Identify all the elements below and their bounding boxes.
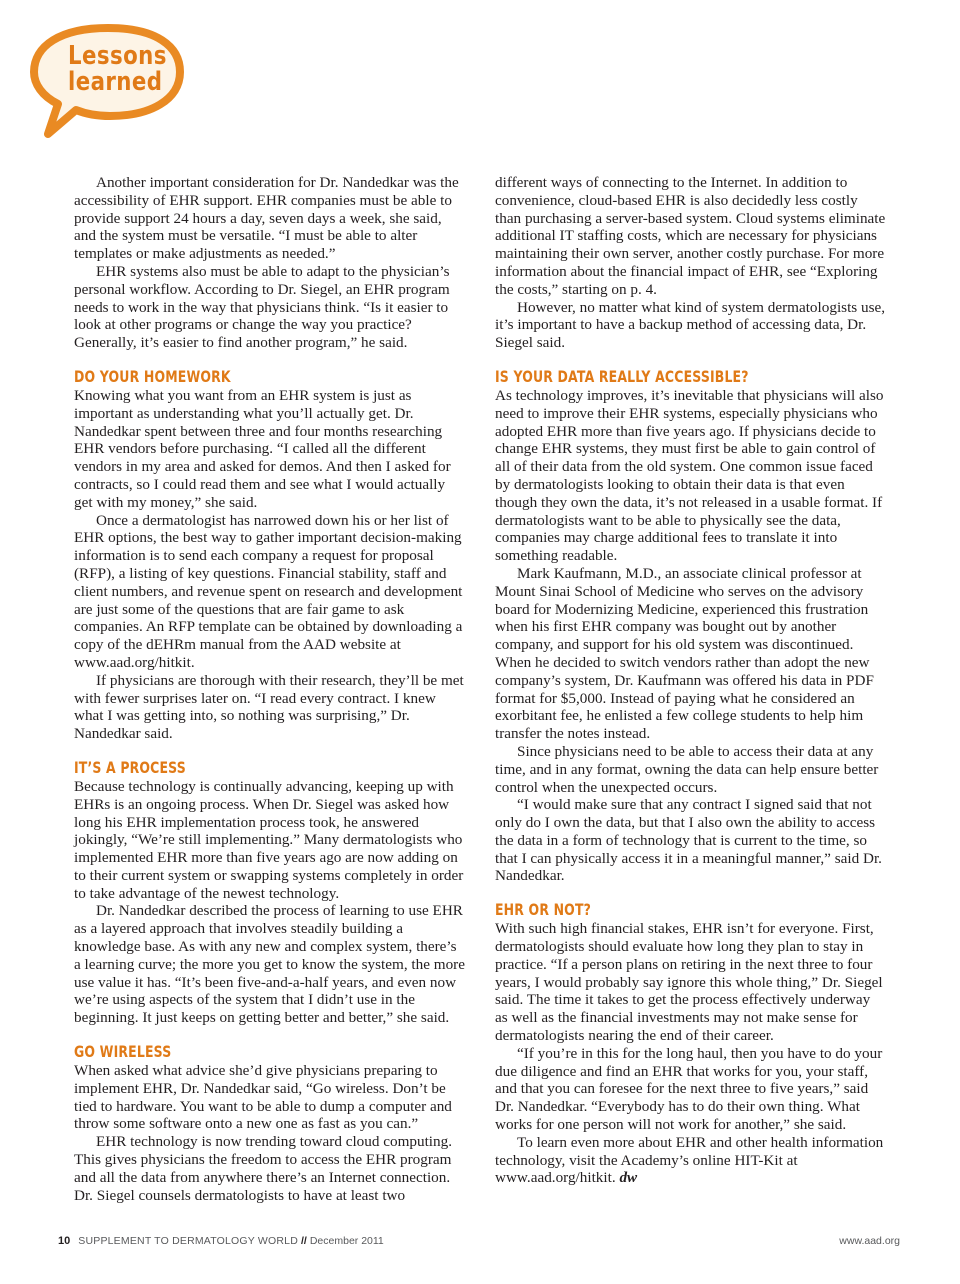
section-heading-process: IT’S A PROCESS: [74, 757, 186, 777]
paragraph: When asked what advice she’d give physicians preparing to implement EHR, Dr. Nandedkar said, “Go wireless. Don’t be tied to hardware. You want to be able to dump a computer and throw some software onto a new one as fast as you can.”: [74, 1062, 452, 1133]
paragraph: “If you’re in this for the long haul, then you have to do your due diligence and find an EHR that works for you, your staff, and that you can foresee for the next three to five years,” said Dr. Nandedkar. “Everybody has to do their own thing. What works for one person will not work for another,” she said.: [495, 1044, 883, 1134]
paragraph: Dr. Nandedkar described the process of learning to use EHR as a layered approach that involves steadily building a knowledge base. As with any new and complex system, there’s a learning curve; the more you get to know the system, the more use value it has. “It’s been five-and-a-half years, and even now we’re using aspects of the system that I didn’t use in the beginning. It just keeps on getting better and better,” she said.: [74, 902, 465, 1027]
paragraph: Another important consideration for Dr. Nandedkar was the accessibility of EHR support. EHR companies must be able to provide support 24 hours a day, seven days a week, she said, and the system must be versatile. “I must be able to alter templates or make adjustments as needed.”: [74, 174, 459, 263]
badge-line-learned: learned: [68, 67, 163, 97]
closing-text: To learn even more about EHR and other health information technology, visit the Academy’s online HIT-Kit at www.aad.org/hitkit.: [495, 1133, 884, 1187]
page-number: 10: [58, 1235, 71, 1247]
paragraph: EHR technology is now trending toward cloud computing. This gives physicians the freedom to access the EHR program and all the data from anywhere there’s an Internet connection. Dr. Siegel counsels dermatologists to have at least two: [74, 1133, 453, 1204]
paragraph: EHR systems also must be able to adapt to the physician’s personal workflow. According to Dr. Siegel, an EHR program needs to work in the way that physicians think. “Is it easier to look at other programs or change the way you practice? Generally, it’s easier to find another program,” he said.: [74, 262, 450, 352]
section-heading-ehr-or-not: EHR OR NOT?: [495, 900, 592, 920]
section-heading-homework: DO YOUR HOMEWORK: [74, 366, 231, 386]
paragraph: With such high financial stakes, EHR isn’t for everyone. First, dermatologists should evaluate how long they plan to stay in practice. “If a person plans on retiring in the next three to four years, I would probably say ignore this whole thing,” Dr. Siegel said. The time it takes to get the process effectively underway as well as the financial investments may not make sense for dermatologists nearing the end of their career.: [495, 920, 883, 1045]
paragraph: different ways of connecting to the Internet. In addition to convenience, cloud-based EHR is also decidedly less costly than purchasing a server-based system. Cloud systems eliminate additional IT staffing costs, which are necessary for physicians maintaining their own server, another costly purchase. For more information about the financial impact of EHR, see “Exploring the costs,” starting on p. 4.: [495, 174, 886, 298]
section-heading-accessible: IS YOUR DATA REALLY ACCESSIBLE?: [495, 366, 749, 386]
end-signature: dw: [619, 1169, 638, 1187]
paragraph: Because technology is continually advancing, keeping up with EHRs is an ongoing process. When Dr. Siegel was asked how long his EHR implementation process took, he answered jokingly, “We’re still implementing.” Many dermatologists who implemented EHR more than five years ago are now adding on to their current system or swapping systems completely in order to take advantage of the newest technology.: [74, 777, 464, 902]
left-column: [74, 174, 466, 1204]
paragraph: “I would make sure that any contract I signed said that not only do I own the data, but that I also own the ability to access the data in a form of technology that is current to the time, so that I can physically access it in a meaningful manner,” said Dr. Nandedkar.: [495, 796, 882, 885]
badge-line-lessons: Lessons: [68, 41, 167, 71]
paragraph: Mark Kaufmann, M.D., an associate clinical professor at Mount Sinai School of Medicine who serves on the advisory board for Modernizing Medicine, experienced this frustration when his first EHR company was bought out by another company, and support for his old system was discontinued. When he decided to switch vendors rather than adopt the new company’s system, Dr. Kaufmann was offered his data in PDF format for $5,000. Instead of paying what he considered an exorbitant fee, he enlisted a few college students to help him transfer the notes instead.: [495, 564, 874, 743]
footer-separator: //: [301, 1235, 307, 1247]
paragraph: Once a dermatologist has narrowed down his or her list of EHR options, the best way to gather important decision-making information is to send each company a request for proposal (RFP), a listing of key questions. Financial stability, staff and client numbers, and revenue spent on research and development are just some of the questions that are fair game to ask companies. An RFP template can be obtained by downloading a copy of the dEHRm manual from the AAD website at www.aad.org/hitkit.: [74, 511, 463, 671]
footer-website: www.aad.org: [839, 1235, 900, 1247]
paragraph: As technology improves, it’s inevitable that physicians will also need to improve their EHR systems, especially physicians who adopted EHR more than five years ago. If physicians decide to change EHR systems, they must first be able to gain control of all of their data from the old system. One common issue faced by dermatologists looking to obtain their data is that even though they own the data, it’s not released in a usable format. If dermatologists want to be able to physically see the data, companies may charge additional fees to translate it into something readable.: [495, 386, 884, 565]
paragraph: However, no matter what kind of system dermatologists use, it’s important to have a backup method of accessing data, Dr. Siegel said.: [495, 298, 886, 352]
footer-folio: [58, 1235, 384, 1247]
paragraph: Knowing what you want from an EHR system is just as important as understanding what you’ll actually get. Dr. Nandedkar spent between three and four months researching EHR vendors before purchasing. “I called all the different vendors in my area and asked for demos. And then I asked for contracts, so I could read them and see what I would actually get with my money,” she said.: [74, 386, 451, 511]
lessons-learned-badge: [28, 22, 188, 142]
issue-date: December 2011: [309, 1235, 384, 1247]
paragraph: Since physicians need to be able to access their data at any time, and in any format, owning the data can help ensure better control when the unexpected occurs.: [495, 742, 879, 796]
paragraph: If physicians are thorough with their research, they’ll be met with fewer surprises later on. “I read every contract. I knew what I was getting into, so nothing was surprising,” Dr. Nandedkar said.: [74, 671, 464, 743]
section-heading-wireless: GO WIRELESS: [74, 1042, 172, 1062]
publication-name: SUPPLEMENT TO DERMATOLOGY WORLD: [78, 1235, 298, 1247]
paragraph-closing: [495, 1134, 886, 1187]
right-column: [495, 174, 886, 1187]
